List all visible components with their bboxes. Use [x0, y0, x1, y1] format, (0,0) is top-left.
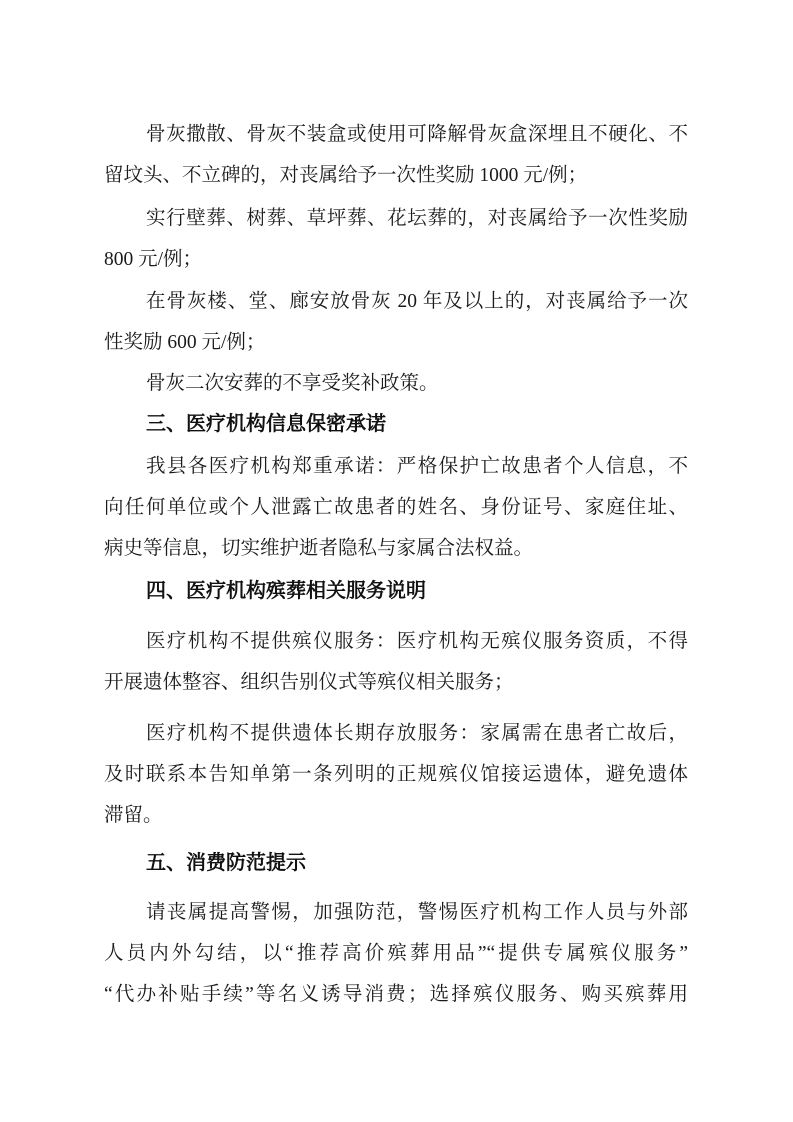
text-line: 留坟头、不立碑的，对丧属给予一次性奖励 1000 元/例；: [104, 165, 588, 186]
paragraph-privacy-commitment: [104, 446, 688, 569]
text-line: 病史等信息，切实维护逝者隐私与家属合法权益。: [104, 538, 534, 559]
text-line: 骨灰撒散、骨灰不装盒或使用可降解骨灰盒深埋且不硬化、不: [146, 124, 688, 145]
paragraph-eco-burial-reward: [104, 198, 688, 280]
text-line: 医疗机构不提供殡仪服务：医疗机构无殡仪服务资质，不得: [146, 631, 688, 652]
text-line: 人员内外勾结，以“推荐高价殡葬用品”“提供专属殡仪服务”: [104, 943, 688, 964]
text-line: 向任何单位或个人泄露亡故患者的姓名、身份证号、家庭住址、: [104, 497, 688, 518]
paragraph-no-long-term-storage: [104, 713, 688, 836]
text-line: 在骨灰楼、堂、廊安放骨灰 20 年及以上的，对丧属给予一次: [146, 291, 688, 312]
text-line: “代办补贴手续”等名义诱导消费；选择殡仪服务、购买殡葬用: [104, 984, 688, 1005]
paragraph-ash-scattering-reward: [104, 114, 688, 196]
text-line: 我县各医疗机构郑重承诺：严格保护亡故患者个人信息，不: [146, 456, 688, 477]
text-line: 及时联系本告知单第一条列明的正规殡仪馆接运遗体，避免遗体: [104, 764, 688, 785]
section-heading-consumer-alert: 五、消费防范提示: [146, 852, 306, 874]
text-line: 开展遗体整容、组织告别仪式等殡仪相关服务；: [104, 672, 514, 693]
text-line: 实行壁葬、树葬、草坪葬、花坛葬的，对丧属给予一次性奖励: [146, 208, 688, 229]
paragraph-columbarium-storage-reward: [104, 281, 688, 363]
section-heading-privacy: 三、医疗机构信息保密承诺: [146, 413, 386, 435]
text-line: 滞留。: [104, 805, 163, 826]
document-body: [104, 114, 688, 1015]
text-line: 性奖励 600 元/例；: [104, 332, 266, 353]
text-line: 请丧属提高警惕，加强防范，警惕医疗机构工作人员与外部: [146, 902, 688, 923]
paragraph-second-burial-no-subsidy: [104, 363, 688, 404]
text-line: 医疗机构不提供遗体长期存放服务：家属需在患者亡故后，: [146, 723, 688, 744]
section-heading-funeral-services: 四、医疗机构殡葬相关服务说明: [146, 580, 426, 602]
text-line: 800 元/例；: [104, 249, 203, 270]
paragraph-consumer-alert: [104, 892, 688, 1015]
paragraph-no-funeral-services: [104, 621, 688, 703]
text-line: 骨灰二次安葬的不享受奖补政策。: [146, 373, 439, 394]
